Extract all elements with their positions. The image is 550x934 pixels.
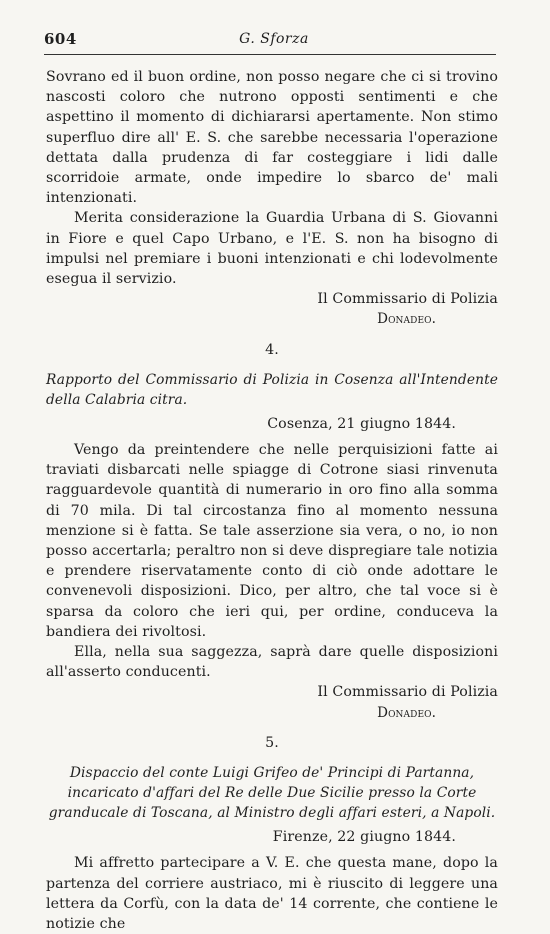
signature-1-name: Donadeo. [377, 311, 436, 328]
doc-5-title: Dispaccio del conte Luigi Grifeo de' Principi di Partanna, incaricato d'affari del Re delle Due Sicilie presso la Corte granducale di Toscana, al Ministro degli affari esteri, a Napoli. [48, 765, 496, 822]
running-title: G. Sforza [239, 31, 309, 47]
paragraph-1: Sovrano ed il buon ordine, non posso negare che ci si trovino nascosti coloro che nutrono opposti sentimenti e che aspettino il momento di dichiararsi apertamente. Non stimo superfluo dire all' E. S. che sarebbe necessaria l'operazione dettata dalla prudenza di far costeggiare i lidi dalle scorridoie armate, onde impedire lo sbarco de' mali intenzionati. [46, 69, 498, 207]
doc-4-date: Cosenza, 21 giugno 1844. [267, 415, 456, 432]
doc-4-number: 4. [265, 341, 279, 358]
signature-1-title: Il Commissario di Polizia [317, 291, 498, 308]
paragraph-4: Ella, nella sua saggezza, saprà dare quelle disposizioni all'asserto conducenti. [46, 644, 498, 681]
doc-4-title: Rapporto del Commissario di Polizia in Cosenza all'Intendente della Calabria citra. [46, 371, 498, 408]
page-number: 604 [44, 30, 77, 48]
page-body [46, 67, 498, 934]
header-rule [44, 54, 496, 55]
paragraph-5: Mi affretto partecipare a V. E. che questa mane, dopo la partenza del corriere austriaco, mi è riuscito di leggere una lettera da Corfù, con la data de' 14 corrente, che contiene le notizie che [46, 855, 498, 932]
signature-2-title: Il Commissario di Polizia [317, 684, 498, 701]
paragraph-2: Merita considerazione la Guardia Urbana di S. Giovanni in Fiore e quel Capo Urbano, e l'E. S. non ha bisogno di impulsi nel premiare i buoni intenzionati e chi lodevolmente esegua il servizio. [46, 210, 498, 288]
paragraph-3: Vengo da preintendere che nelle perquisizioni fatte ai traviati disbarcati nelle spiagge di Cotrone siasi rinvenuta ragguardevole quantità di numerario in oro fino alla somma di 70 mila. Di tal circostanza fino al momento nessuna menzione si è fatta. Se tale asserzione sia vera, o no, io non posso accertarla; peraltro non si deve dispregiare tale notizia e prendere riservatamente conto di ciò onde adottare le convenevoli disposizioni. Dico, per altro, che tal voce si è sparsa da coloro che ieri qui, per ordine, conduceva la bandiera dei rivoltosi. [46, 442, 498, 640]
doc-5-date: Firenze, 22 giugno 1844. [272, 829, 456, 846]
doc-5-number: 5. [265, 734, 279, 751]
signature-2-name: Donadeo. [377, 704, 436, 721]
page-header [44, 30, 504, 54]
